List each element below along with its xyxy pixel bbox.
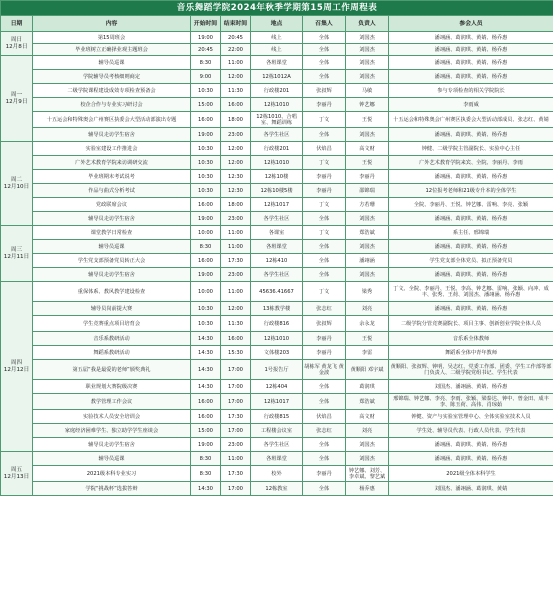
attendees-cell: 12位报考老师和21级专升本的全体学生 <box>389 184 553 198</box>
lead-cell: 刘国杰 <box>346 32 389 44</box>
place-cell: 12栋1017 <box>251 198 303 212</box>
table-row <box>1 226 553 240</box>
content-cell: 作品与曲式分析考试 <box>33 184 191 198</box>
place-cell: 12栋1012A <box>251 70 303 84</box>
convener-cell: 张志红 <box>303 424 346 438</box>
day-cell: 周二 12月10日 <box>1 142 33 226</box>
end-time-cell: 17:00 <box>221 380 251 394</box>
start-time-cell: 10:00 <box>191 282 221 302</box>
content-cell: 舞蹈系教研活动 <box>33 346 191 360</box>
content-cell: 教学管理工作会议 <box>33 394 191 410</box>
attendees-cell: 学生党支部全体党员、拟正预备党员 <box>389 254 553 268</box>
place-cell: 线上 <box>251 44 303 56</box>
table-row <box>1 56 553 70</box>
lead-cell: 刘国杰 <box>346 438 389 452</box>
attendees-cell: 潘翊涵、葛润琪、黄婧、杨乔惠 <box>389 438 553 452</box>
start-time-cell: 20:45 <box>191 44 221 56</box>
lead-cell: 钟艺娜 <box>346 98 389 112</box>
start-time-cell: 15:00 <box>191 424 221 438</box>
day-cell: 周三 12月11日 <box>1 226 33 282</box>
end-time-cell: 23:00 <box>221 438 251 452</box>
attendees-cell: 丁文、全院、李丽丹、王悦、李高、钟艺娜、雷响、张颖、向冲、成丰、张秀、王荷、刘国杰、潘翊涵、杨乔惠 <box>389 282 553 302</box>
place-cell: 各班课堂 <box>251 56 303 70</box>
lead-cell: 郑浩斌 <box>346 394 389 410</box>
start-time-cell: 8:30 <box>191 56 221 70</box>
end-time-cell: 23:00 <box>221 212 251 226</box>
content-cell: 十五运会和特殊奥会广州赛区执委会大型活动部演出专题 <box>33 112 191 128</box>
lead-cell: 刘国杰 <box>346 240 389 254</box>
convener-cell: 全体 <box>303 268 346 282</box>
place-cell: 12栋10楼 <box>251 170 303 184</box>
attendees-cell: 潘翊涵、葛润琪、黄婧、杨乔惠 <box>389 70 553 84</box>
attendees-cell: 钟健、资产与实验室管理中心、全体实验室技术人员 <box>389 410 553 424</box>
convener-cell: 全体 <box>303 240 346 254</box>
schedule-body <box>1 32 553 496</box>
attendees-cell: 潘翊涵、葛润琪、黄婧、杨乔惠 <box>389 302 553 316</box>
content-cell: 辅导员巡课 <box>33 56 191 70</box>
content-cell: 辅导员走访学生宿舍 <box>33 438 191 452</box>
lead-cell: 李丽丹 <box>346 170 389 184</box>
start-time-cell: 8:30 <box>191 240 221 254</box>
table-row <box>1 380 553 394</box>
lead-cell: 杨乔惠 <box>346 482 389 496</box>
place-cell: 各课室 <box>251 226 303 240</box>
place-cell: 各学生社区 <box>251 438 303 452</box>
header-attendees: 参会人员 <box>389 16 553 32</box>
table-row <box>1 44 553 56</box>
attendees-cell: 潘翊涵、葛润琪、黄婧、杨乔惠 <box>389 268 553 282</box>
end-time-cell: 23:00 <box>221 268 251 282</box>
place-cell: 各学生社区 <box>251 268 303 282</box>
attendees-cell: 潘翊涵、葛润琪、黄婧、杨乔惠 <box>389 32 553 44</box>
place-cell: 各班课堂 <box>251 240 303 254</box>
attendees-cell: 潘翊涵、葛润琪、黄婧、杨乔惠 <box>389 128 553 142</box>
end-time-cell: 11:00 <box>221 56 251 70</box>
lead-cell: 高文财 <box>346 142 389 156</box>
attendees-cell: 广外艺术教育学院来宾、全院、李丽丹、李雨 <box>389 156 553 170</box>
attendees-cell: 2021级全体本科学生 <box>389 466 553 482</box>
start-time-cell: 15:00 <box>191 98 221 112</box>
table-row <box>1 268 553 282</box>
end-time-cell: 11:00 <box>221 452 251 466</box>
attendees-cell: 潘翊涵、葛润琪、黄婧、杨乔惠 <box>389 212 553 226</box>
table-row <box>1 254 553 268</box>
end-time-cell: 16:00 <box>221 98 251 112</box>
start-time-cell: 14:30 <box>191 482 221 496</box>
content-cell: 广外艺术教育学院来访调研交流 <box>33 156 191 170</box>
convener-cell: 全体 <box>303 56 346 70</box>
content-cell: 学生竞赛重点项目培育会 <box>33 316 191 332</box>
attendees-cell: 钟健、二级学院主管副院长、实验中心主任 <box>389 142 553 156</box>
lead-cell: 刘国杰 <box>346 128 389 142</box>
page-title: 音乐舞蹈学院2024年秋季学期第15周工作周程表 <box>1 1 553 16</box>
convener-cell: 李丽丹 <box>303 184 346 198</box>
attendees-cell: 音乐系全体教师 <box>389 332 553 346</box>
end-time-cell: 12:00 <box>221 302 251 316</box>
table-row <box>1 438 553 452</box>
attendees-cell: 刘国杰、潘翊涵、葛润琪、黄婧 <box>389 482 553 496</box>
start-time-cell: 10:30 <box>191 302 221 316</box>
end-time-cell: 12:30 <box>221 170 251 184</box>
end-time-cell: 12:00 <box>221 70 251 84</box>
table-row <box>1 112 553 128</box>
lead-cell: 梁秀 <box>346 282 389 302</box>
content-cell: 辅导员走访学生宿舍 <box>33 128 191 142</box>
content-cell: 毕业班树立正确择业观主题班会 <box>33 44 191 56</box>
start-time-cell: 16:00 <box>191 394 221 410</box>
lead-cell: 刘国杰 <box>346 70 389 84</box>
end-time-cell: 17:00 <box>221 360 251 380</box>
start-time-cell: 16:00 <box>191 112 221 128</box>
convener-cell: 全体 <box>303 44 346 56</box>
lead-cell: 刘亮 <box>346 424 389 438</box>
table-row <box>1 302 553 316</box>
table-row <box>1 452 553 466</box>
content-cell: 第15周班会 <box>33 32 191 44</box>
end-time-cell: 17:00 <box>221 424 251 438</box>
lead-cell: 刘国杰 <box>346 452 389 466</box>
start-time-cell: 16:00 <box>191 198 221 212</box>
end-time-cell: 11:00 <box>221 282 251 302</box>
lead-cell: 王悦 <box>346 112 389 128</box>
table-row <box>1 424 553 438</box>
start-time-cell: 10:30 <box>191 84 221 98</box>
content-cell: 二级学院课程建设成效专项检查预备会 <box>33 84 191 98</box>
table-row <box>1 156 553 170</box>
end-time-cell: 17:30 <box>221 466 251 482</box>
table-row <box>1 346 553 360</box>
header-start-time: 开始时间 <box>191 16 221 32</box>
start-time-cell: 9:00 <box>191 70 221 84</box>
place-cell: 12栋1010 <box>251 156 303 170</box>
content-cell: 党政联席会议 <box>33 198 191 212</box>
convener-cell: 胡栋军 黄龙飞 黄金波 <box>303 360 346 380</box>
table-row <box>1 394 553 410</box>
content-cell: 辅导员走访学生宿舍 <box>33 268 191 282</box>
day-cell: 周日 12月8日 <box>1 32 33 56</box>
lead-cell: 方若珊 <box>346 198 389 212</box>
place-cell: 各学生社区 <box>251 212 303 226</box>
table-row <box>1 240 553 254</box>
end-time-cell: 17:30 <box>221 410 251 424</box>
attendees-cell: 全院、李丽丹、王悦、钟艺娜、雷响、李亮、张颖 <box>389 198 553 212</box>
convener-cell: 全体 <box>303 380 346 394</box>
table-row <box>1 212 553 226</box>
convener-cell: 张志红 <box>303 302 346 316</box>
convener-cell: 李丽丹 <box>303 98 346 112</box>
attendees-cell: 潘翊涵、葛润琪、黄婧、杨乔惠 <box>389 170 553 184</box>
convener-cell: 全体 <box>303 438 346 452</box>
table-row <box>1 84 553 98</box>
lead-cell: 刘国杰 <box>346 268 389 282</box>
header-content: 内容 <box>33 16 191 32</box>
place-cell: 45636.41667 <box>251 282 303 302</box>
table-row <box>1 142 553 156</box>
convener-cell: 全体 <box>303 254 346 268</box>
content-cell: 重保体系、教风教学建设检查 <box>33 282 191 302</box>
convener-cell: 丁文 <box>303 282 346 302</box>
start-time-cell: 14:30 <box>191 380 221 394</box>
convener-cell: 全体 <box>303 482 346 496</box>
content-cell: 学院“挑战杯”选拔答辩 <box>33 482 191 496</box>
lead-cell: 李雷 <box>346 346 389 360</box>
content-cell: 音乐系教研活动 <box>33 332 191 346</box>
start-time-cell: 10:00 <box>191 226 221 240</box>
convener-cell: 李丽丹 <box>303 346 346 360</box>
content-cell: 职业规划大赛院级决赛 <box>33 380 191 394</box>
convener-cell: 全体 <box>303 70 346 84</box>
day-cell: 周五 12月13日 <box>1 452 33 496</box>
lead-cell: 郑浩斌 <box>346 226 389 240</box>
content-cell: 2021级本科专业实习 <box>33 466 191 482</box>
lead-cell: 刘国杰 <box>346 212 389 226</box>
content-cell: 毕业班期末考试说考 <box>33 170 191 184</box>
end-time-cell: 11:00 <box>221 226 251 240</box>
attendees-cell: 十五运会和特殊奥会广州赛区执委会大型活动部成员、张志红、黄婧 <box>389 112 553 128</box>
start-time-cell: 16:00 <box>191 410 221 424</box>
end-time-cell: 17:00 <box>221 394 251 410</box>
start-time-cell: 10:30 <box>191 316 221 332</box>
content-cell: 家庭经济困难学生、独立助学学生座谈会 <box>33 424 191 438</box>
convener-cell: 丁文 <box>303 112 346 128</box>
place-cell: 文体楼203 <box>251 346 303 360</box>
lead-cell: 王悦 <box>346 156 389 170</box>
end-time-cell: 16:00 <box>221 332 251 346</box>
content-cell: 辅导员巡课 <box>33 452 191 466</box>
header-lead: 负责人 <box>346 16 389 32</box>
header-convener: 召集人 <box>303 16 346 32</box>
attendees-cell: 刘国杰、潘翊涵、黄婧、杨乔惠 <box>389 380 553 394</box>
start-time-cell: 10:30 <box>191 156 221 170</box>
end-time-cell: 12:00 <box>221 156 251 170</box>
start-time-cell: 14:30 <box>191 332 221 346</box>
attendees-cell: 邢锦瑞、钟艺娜、李亮、李雨、张颖、梁泰达、钟中、曾金田、成丰李、陈玉荷、高伟、肖琼茹 <box>389 394 553 410</box>
attendees-cell: 李雨威 <box>389 98 553 112</box>
table-row <box>1 198 553 212</box>
lead-cell: 钟艺娜、刘芳、李卓斌、黎艺斌 <box>346 466 389 482</box>
table-row <box>1 282 553 302</box>
place-cell: 12栋410 <box>251 254 303 268</box>
start-time-cell: 19:00 <box>191 32 221 44</box>
place-cell: 校外 <box>251 466 303 482</box>
attendees-cell: 黄顺阳、张叔辉、钟明、吴志红、党委工作部、团委、学生工作部等部门负责人、二级学院党组书记、学生代表 <box>389 360 553 380</box>
end-time-cell: 11:00 <box>221 240 251 254</box>
end-time-cell: 17:30 <box>221 254 251 268</box>
start-time-cell: 10:30 <box>191 170 221 184</box>
table-row <box>1 360 553 380</box>
lead-cell: 潘翊涵 <box>346 254 389 268</box>
attendees-cell: 参与专项检查的相关学院院长 <box>389 84 553 98</box>
header-date: 日期 <box>1 16 33 32</box>
attendees-cell: 舞蹈系全体中青年教师 <box>389 346 553 360</box>
end-time-cell: 17:00 <box>221 482 251 496</box>
start-time-cell: 19:00 <box>191 438 221 452</box>
convener-cell: 丁文 <box>303 156 346 170</box>
start-time-cell: 14:30 <box>191 360 221 380</box>
start-time-cell: 19:00 <box>191 212 221 226</box>
table-row <box>1 98 553 112</box>
day-cell: 周一 12月9日 <box>1 56 33 142</box>
content-cell: 学院辅导员考核细则商定 <box>33 70 191 84</box>
content-cell: 实验技术人员安全培训会 <box>33 410 191 424</box>
table-row <box>1 482 553 496</box>
attendees-cell: 潘翊涵、葛润琪、黄婧、杨乔惠 <box>389 452 553 466</box>
convener-cell: 伏焰昌 <box>303 410 346 424</box>
end-time-cell: 12:30 <box>221 184 251 198</box>
content-cell: 课堂教学日常检查 <box>33 226 191 240</box>
place-cell: 12栋10楼5楼 <box>251 184 303 198</box>
place-cell: 13栋教学楼 <box>251 302 303 316</box>
lead-cell: 黄顺阳 邓宇斌 <box>346 360 389 380</box>
attendees-cell: 潘翊涵、葛润琪、黄婧、杨乔惠 <box>389 240 553 254</box>
table-row <box>1 466 553 482</box>
start-time-cell: 10:30 <box>191 184 221 198</box>
start-time-cell: 19:00 <box>191 128 221 142</box>
end-time-cell: 18:00 <box>221 198 251 212</box>
content-cell: 辅导员岗前提大赛 <box>33 302 191 316</box>
lead-cell: 刘亮 <box>346 302 389 316</box>
header-place: 地点 <box>251 16 303 32</box>
table-row <box>1 32 553 44</box>
start-time-cell: 16:00 <box>191 254 221 268</box>
convener-cell: 李丽丹 <box>303 170 346 184</box>
place-cell: 工程楼会议室 <box>251 424 303 438</box>
place-cell: 12栋1017 <box>251 394 303 410</box>
end-time-cell: 15:30 <box>221 346 251 360</box>
lead-cell: 邵锦瑞 <box>346 184 389 198</box>
attendees-cell: 二级学院分管竞赛副院长、项目主事、创新创业学院全体人员 <box>389 316 553 332</box>
table-row <box>1 184 553 198</box>
content-cell: 辅导员巡课 <box>33 240 191 254</box>
place-cell: 行政楼816 <box>251 316 303 332</box>
end-time-cell: 11:30 <box>221 84 251 98</box>
end-time-cell: 22:00 <box>221 44 251 56</box>
place-cell: 行政楼201 <box>251 142 303 156</box>
lead-cell: 刘国杰 <box>346 56 389 70</box>
day-cell: 周四 12月12日 <box>1 282 33 452</box>
lead-cell: 王悦 <box>346 332 389 346</box>
convener-cell: 李丽丹 <box>303 466 346 482</box>
place-cell: 12栋1010 <box>251 332 303 346</box>
place-cell: 12栋404 <box>251 380 303 394</box>
table-row <box>1 170 553 184</box>
start-time-cell: 14:30 <box>191 346 221 360</box>
start-time-cell: 8:30 <box>191 466 221 482</box>
convener-cell: 伏焰昌 <box>303 142 346 156</box>
content-cell: 学生党支部预备党员转正大会 <box>33 254 191 268</box>
content-cell: 实验室建设工作推进会 <box>33 142 191 156</box>
convener-cell: 全体 <box>303 128 346 142</box>
convener-cell: 全体 <box>303 212 346 226</box>
lead-cell: 马敏 <box>346 84 389 98</box>
convener-cell: 丁文 <box>303 226 346 240</box>
place-cell: 12栋1010 <box>251 98 303 112</box>
attendees-cell: 潘翊涵、葛润琪、黄婧、杨乔惠 <box>389 56 553 70</box>
convener-cell: 张叔辉 <box>303 84 346 98</box>
place-cell: 12栋教室 <box>251 482 303 496</box>
lead-cell: 葛润琪 <box>346 380 389 394</box>
end-time-cell: 23:00 <box>221 128 251 142</box>
table-row <box>1 128 553 142</box>
lead-cell: 高文财 <box>346 410 389 424</box>
table-row <box>1 410 553 424</box>
content-cell: 校企合作与专业实习研讨会 <box>33 98 191 112</box>
end-time-cell: 11:30 <box>221 316 251 332</box>
place-cell: 行政楼201 <box>251 84 303 98</box>
convener-cell: 丁文 <box>303 198 346 212</box>
content-cell: 第五届“我是最爱的老师”颁奖典礼 <box>33 360 191 380</box>
end-time-cell: 18:00 <box>221 112 251 128</box>
place-cell: 各学生社区 <box>251 128 303 142</box>
convener-cell: 张叔辉 <box>303 316 346 332</box>
attendees-cell: 系主任、邢锦瑞 <box>389 226 553 240</box>
convener-cell: 李丽丹 <box>303 332 346 346</box>
convener-cell: 全体 <box>303 394 346 410</box>
place-cell: 线上 <box>251 32 303 44</box>
place-cell: 12栋1010、合唱室、舞蹈训练 <box>251 112 303 128</box>
place-cell: 1号报告厅 <box>251 360 303 380</box>
lead-cell: 刘国杰 <box>346 44 389 56</box>
content-cell: 辅导员走访学生宿舍 <box>33 212 191 226</box>
start-time-cell: 19:00 <box>191 268 221 282</box>
attendees-cell: 学生处、辅导员代表、行政人员代表、学生代表 <box>389 424 553 438</box>
table-row <box>1 70 553 84</box>
attendees-cell: 潘翊涵、葛润琪、黄婧、杨乔惠 <box>389 44 553 56</box>
end-time-cell: 12:00 <box>221 142 251 156</box>
lead-cell: 余永龙 <box>346 316 389 332</box>
place-cell: 各班课堂 <box>251 452 303 466</box>
place-cell: 行政楼815 <box>251 410 303 424</box>
table-row <box>1 316 553 332</box>
convener-cell: 全体 <box>303 452 346 466</box>
start-time-cell: 8:30 <box>191 452 221 466</box>
convener-cell: 全体 <box>303 32 346 44</box>
table-row <box>1 332 553 346</box>
end-time-cell: 20:45 <box>221 32 251 44</box>
start-time-cell: 10:30 <box>191 142 221 156</box>
header-end-time: 结束时间 <box>221 16 251 32</box>
